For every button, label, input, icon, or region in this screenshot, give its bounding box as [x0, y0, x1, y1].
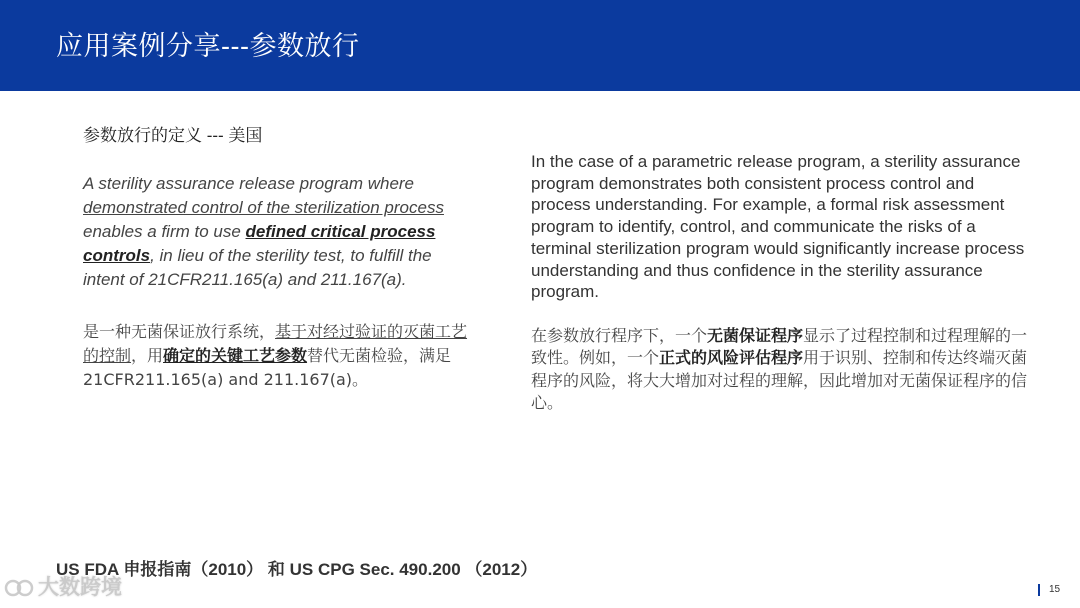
definition-en-text: enables a firm to use [83, 222, 246, 241]
definition-en-text: A sterility assurance release program where [83, 174, 415, 193]
definition-column [83, 124, 475, 392]
explanation-zh-text: 用于识别、控制和传达终端灭菌程序的风险，将大大增加对过程的理解，因此增加对无菌保证程序的信心。 [531, 348, 1028, 413]
definition-zh-underlined: 基于对经过验证的灭菌工艺的控制 [83, 322, 468, 365]
section-heading: 参数放行的定义 --- 美国 [83, 126, 263, 145]
explanation-chinese [531, 325, 1036, 415]
watermark-logo-icon [4, 576, 34, 600]
explanation-column [531, 151, 1036, 415]
definition-zh-text: ，用 [131, 346, 164, 365]
header-bar [0, 0, 1080, 91]
definition-en-text: , in lieu of the sterility test, to fulfill the intent of 21CFR211.165(a) and 211.167(a). [83, 246, 432, 289]
explanation-zh-text: 显示了过程控制和过程理解的一致性。例如，一个 [531, 325, 1028, 368]
definition-zh-text: 是一种无菌保证放行系统， [83, 322, 276, 341]
definition-english [83, 172, 475, 292]
definition-en-key-term: defined critical process controls [83, 222, 436, 265]
watermark-text: 大数跨境 [38, 575, 122, 599]
watermark [4, 571, 122, 601]
explanation-zh-bold-term: 无菌保证程序 [707, 325, 804, 345]
source-citation: US FDA 申报指南（2010） 和 US CPG Sec. 490.200 （2012） [56, 560, 538, 579]
page-number: 15 [1049, 584, 1061, 595]
definition-zh-text: 替代无菌检验，满足21CFR211.165(a) and 211.167(a)。 [83, 346, 452, 389]
explanation-english: In the case of a parametric release program, a sterility assurance program demonstrates both consistent process control and process understanding. For example, a formal risk assessment program to identify, control, and communicate the risks of a terminal sterilization program would significantly increase process understanding and thus confidence in the sterility assurance program. [531, 152, 1025, 302]
explanation-zh-text: 在参数放行程序下，一个 [531, 325, 708, 345]
definition-zh-key-term: 确定的关键工艺参数 [163, 346, 308, 365]
definition-en-underlined: demonstrated control of the sterilization process [83, 198, 444, 217]
page-number-divider [1038, 584, 1040, 596]
definition-chinese [83, 320, 475, 392]
slide-title: 应用案例分享---参数放行 [56, 31, 360, 61]
explanation-zh-bold-term: 正式的风险评估程序 [659, 348, 804, 368]
